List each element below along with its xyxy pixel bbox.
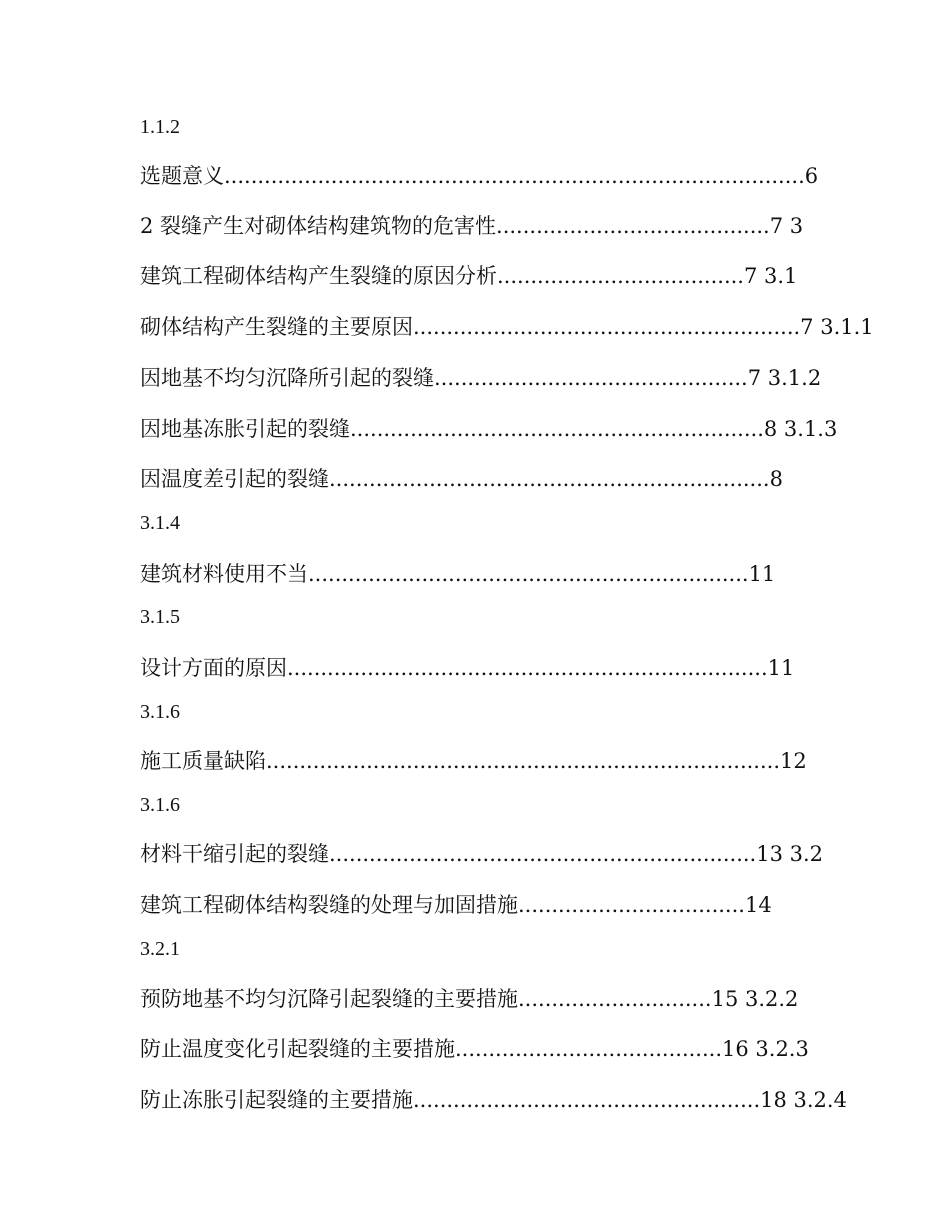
toc-section-number: 3.1.4	[140, 512, 180, 534]
toc-entry: 建筑工程砌体结构产生裂缝的原因分析.....................................7 3.1	[140, 264, 798, 288]
toc-section-number: 3.1.6	[140, 701, 180, 723]
toc-entry: 建筑材料使用不当..................................................................11	[140, 562, 776, 586]
toc-section-number: 3.2.1	[140, 938, 180, 960]
toc-entry: 选题意义.......................................................................................6	[140, 164, 819, 188]
toc-entry: 2 裂缝产生对砌体结构建筑物的危害性.........................................7 3	[140, 214, 804, 238]
toc-entry: 预防地基不均匀沉降引起裂缝的主要措施.............................15 3.2.2	[140, 987, 799, 1011]
toc-entry: 防止温度变化引起裂缝的主要措施........................................16 3.2.3	[140, 1037, 809, 1061]
toc-section-number: 3.1.5	[140, 606, 180, 628]
toc-entry: 因地基不均匀沉降所引起的裂缝...............................................7 3.1.2	[140, 366, 822, 390]
toc-entry: 因地基冻胀引起的裂缝..............................................................8 3.1.3	[140, 417, 838, 441]
toc-entry: 材料干缩引起的裂缝................................................................13 3.2	[140, 842, 824, 866]
toc-entry: 砌体结构产生裂缝的主要原因..........................................................7 3.1.1	[140, 315, 874, 339]
toc-section-number: 1.1.2	[140, 116, 180, 138]
toc-entry: 施工质量缺陷.............................................................................12	[140, 749, 807, 773]
toc-entry: 防止冻胀引起裂缝的主要措施....................................................18 3.2.4	[140, 1088, 847, 1112]
toc-entry: 建筑工程砌体结构裂缝的处理与加固措施..................................14	[140, 893, 772, 917]
toc-section-number: 3.1.6	[140, 794, 180, 816]
toc-entry: 因温度差引起的裂缝..................................................................8	[140, 467, 783, 491]
toc-entry: 设计方面的原因........................................................................11	[140, 656, 795, 680]
